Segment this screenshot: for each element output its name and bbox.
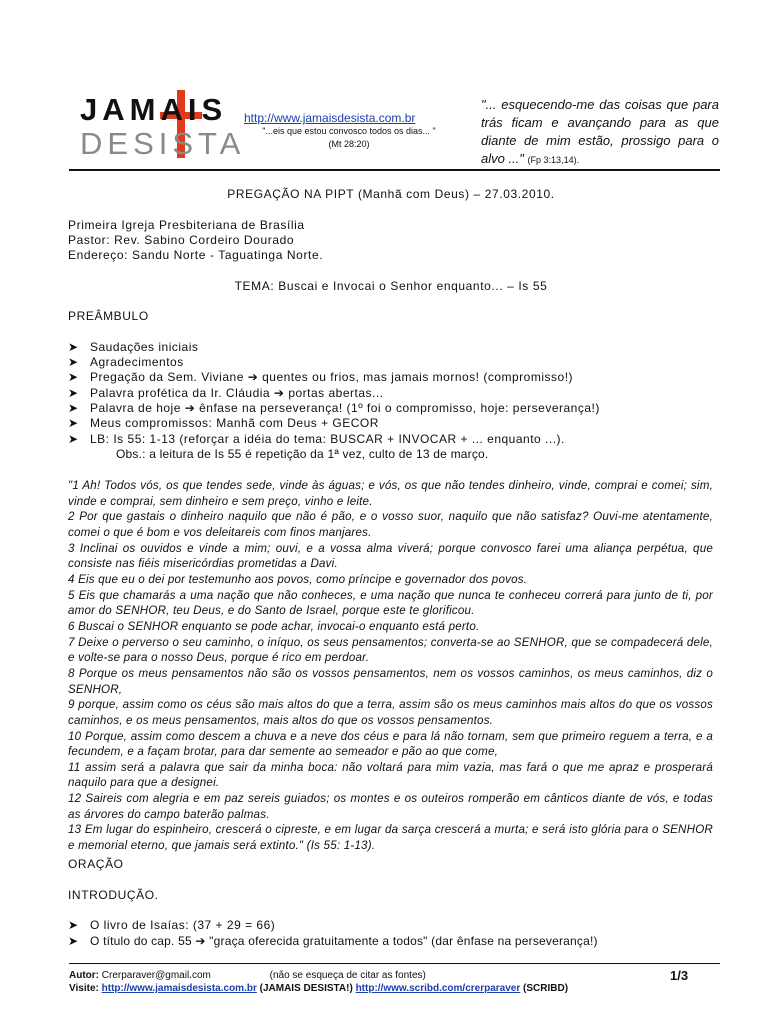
scripture-verse: 7 Deixe o perverso o seu caminho, o iníquo, os seus pensamentos; converta-se ao SENHOR, que se compadecerá dele, e volte-se para o nosso Deus, porque é rico em perdoar. <box>68 635 713 665</box>
footer-author <box>69 970 426 981</box>
scripture-verse: 13 Em lugar do espinheiro, crescerá o cipreste, e em lugar da sarça crescerá a murta; e será isto glória para o SENHOR e memorial eterno, que jamais será extinto." (Is 55: 1-13). <box>68 823 713 853</box>
logo-word-jamais: JAMAIS <box>80 92 228 127</box>
motto <box>238 125 460 151</box>
list-item: Agradecimentos <box>90 355 184 369</box>
page-number: 1/3 <box>670 968 689 983</box>
scripture-verse: 8 Porque os meus pensamentos não são os vossos pensamentos, nem os vossos caminhos, os meus caminhos, diz o SENHOR, <box>68 666 713 696</box>
bullet-arrow-icon: ➤ <box>68 416 79 430</box>
list-item: Palavra de hoje ➔ ênfase na perseverança! (1º foi o compromisso, hoje: perseverança!) <box>90 401 600 415</box>
list-item: O título do cap. 55 ➔ "graça oferecida gratuitamente a todos" (dar ênfase na perseverança!) <box>90 934 598 948</box>
author-email[interactable]: Crerparaver@gmail.com <box>101 970 211 981</box>
motto-ref: (Mt 28:20) <box>328 139 370 149</box>
church-address: Endereço: Sandu Norte - Taguatinga Norte. <box>68 248 324 262</box>
bullet-arrow-icon: ➤ <box>68 370 79 384</box>
list-item: Pregação da Sem. Viviane ➔ quentes ou frios, mas jamais mornos! (compromisso!) <box>90 370 574 384</box>
intro-heading: INTRODUÇÃO. <box>68 888 159 902</box>
list-item: Meus compromissos: Manhã com Deus + GECOR <box>90 416 379 430</box>
footer-site-name: (JAMAIS DESISTA!) <box>259 983 353 994</box>
motto-text: "...eis que estou convosco todos os dias... " <box>262 126 436 136</box>
scripture-verse: 9 porque, assim como os céus são mais altos do que a terra, assim são os meus caminhos mais altos do que os vossos caminhos, e os meus pensamentos, mais altos do que os vossos pensamentos. <box>68 698 713 727</box>
site-link[interactable]: http://www.jamaisdesista.com.br <box>244 111 416 125</box>
footer-visit <box>69 983 568 994</box>
header-quote <box>481 96 719 169</box>
author-label: Autor: <box>69 970 99 981</box>
scripture-passage <box>68 478 713 854</box>
preamble-heading: PREÂMBULO <box>68 309 149 323</box>
footer-divider <box>69 963 720 964</box>
list-item: Palavra profética da Ir. Cláudia ➔ portas abertas... <box>90 386 384 400</box>
scripture-verse: 11 assim será a palavra que sair da minha boca: não voltará para mim vazia, mas fará o que me apraz e prosperará naquilo para que a designei. <box>68 760 713 790</box>
observation-note: Obs.: a leitura de Is 55 é repetição da 1ª vez, culto de 13 de março. <box>116 447 489 461</box>
cite-note: (não se esqueça de citar as fontes) <box>269 970 426 981</box>
bullet-arrow-icon: ➤ <box>68 934 79 948</box>
visit-label: Visite: <box>69 983 99 994</box>
document-title: PREGAÇÃO NA PIPT (Manhã com Deus) – 27.03.2010. <box>227 187 555 201</box>
scripture-verse: 10 Porque, assim como descem a chuva e a neve dos céus e para lá não tornam, sem que primeiro reguem a terra, e a fecundem, e a façam brotar, para dar semente ao semeador e pão ao que come, <box>68 729 713 759</box>
scripture-verse: 5 Eis que chamarás a uma nação que não conheces, e uma nação que nunca te conheceu correrá para junto de ti, por amor do SENHOR, teu Deus, e do Santo de Israel, porque este te glorificou. <box>68 588 713 618</box>
church-name: Primeira Igreja Presbiteriana de Brasília <box>68 218 305 232</box>
pastor-name: Pastor: Rev. Sabino Cordeiro Dourado <box>68 233 295 247</box>
prayer-heading: ORAÇÃO <box>68 857 124 871</box>
scripture-verse: 12 Saireis com alegria e em paz sereis guiados; os montes e os outeiros romperão em cânticos diante de vós, e todas as árvores do campo baterão palmas. <box>68 792 713 821</box>
bullet-arrow-icon: ➤ <box>68 355 79 369</box>
sermon-theme: TEMA: Buscai e Invocai o Senhor enquanto... – Is 55 <box>234 279 548 293</box>
bullet-arrow-icon: ➤ <box>68 432 79 446</box>
bullet-arrow-icon: ➤ <box>68 386 79 400</box>
scripture-verse: 4 Eis que eu o dei por testemunho aos povos, como príncipe e governador dos povos. <box>68 572 528 586</box>
header-quote-text: "... esquecendo-me das coisas que para trás ficam e avançando para as que diante de mim estão, prossigo para o alvo ..." <box>481 97 719 166</box>
bullet-arrow-icon: ➤ <box>68 340 79 354</box>
footer-link-jamaisdesista[interactable]: http://www.jamaisdesista.com.br <box>101 983 257 994</box>
bullet-arrow-icon: ➤ <box>68 401 79 415</box>
scripture-verse: "1 Ah! Todos vós, os que tendes sede, vinde às águas; e vós, os que não tendes dinheiro, vinde, comprai e comei; sim, vinde e comprai, sem dinheiro e sem preço, vinho e leite. <box>68 479 713 508</box>
header-divider <box>69 169 720 171</box>
scripture-verse: 3 Inclinai os ouvidos e vinde a mim; ouvi, e a vossa alma viverá; porque convosco farei uma aliança perpétua, que consiste nas fiéis misericórdias prometidas a Davi. <box>68 541 713 571</box>
footer-scribd-name: (SCRIBD) <box>523 983 569 994</box>
scripture-verse: 6 Buscai o SENHOR enquanto se pode achar, invocai-o enquanto está perto. <box>68 619 480 633</box>
header-quote-ref: (Fp 3:13,14). <box>527 155 580 165</box>
scripture-verse: 2 Por que gastais o dinheiro naquilo que não é pão, e o vosso suor, naquilo que não satisfaz? Ouvi-me atentamente, comei o que é bom e vos deleitareis com finos manjares. <box>68 510 713 539</box>
footer-link-scribd[interactable]: http://www.scribd.com/crerparaver <box>355 983 521 994</box>
bullet-arrow-icon: ➤ <box>68 918 79 932</box>
list-item: O livro de Isaías: (37 + 29 = 66) <box>90 918 276 932</box>
list-item: Saudações iniciais <box>90 340 199 354</box>
list-item: LB: Is 55: 1-13 (reforçar a idéia do tema: BUSCAR + INVOCAR + ... enquanto ...). <box>90 432 565 446</box>
logo <box>80 90 246 162</box>
logo-word-desista: DESISTA <box>80 126 246 161</box>
